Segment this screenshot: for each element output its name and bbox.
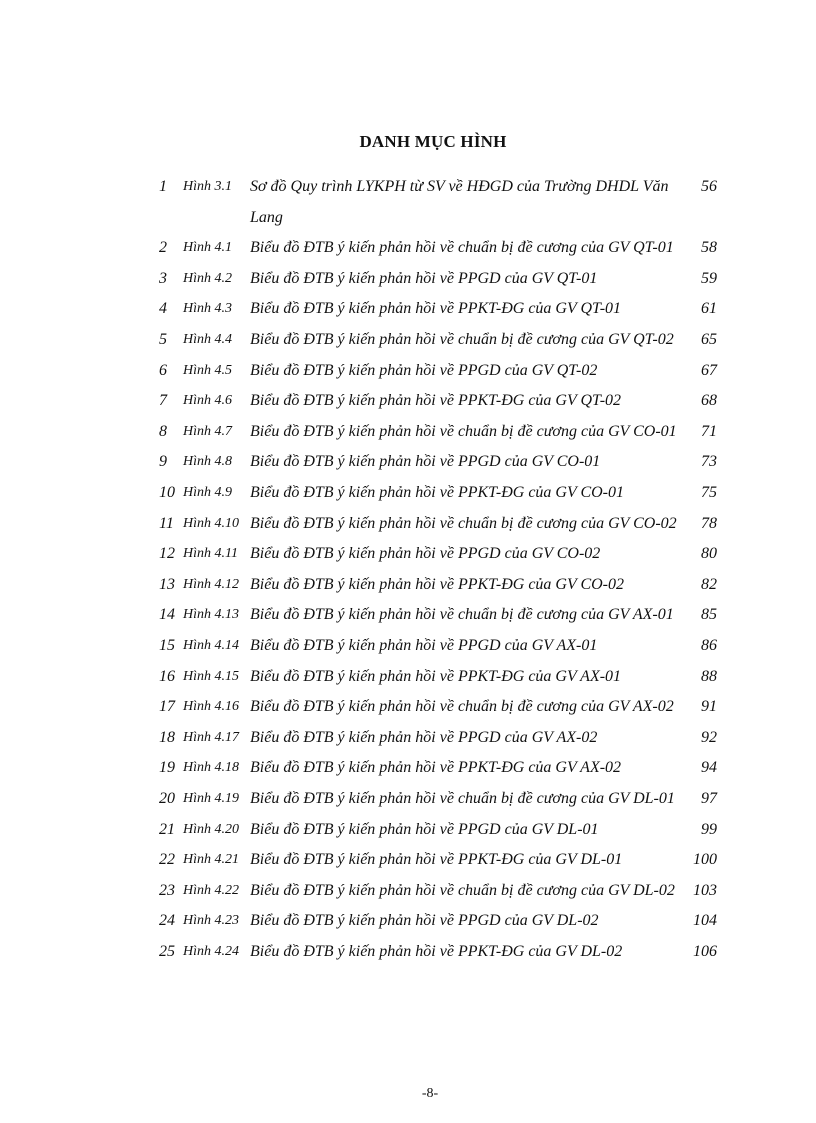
figure-caption: Biểu đồ ĐTB ý kiến phản hồi về PPKT-ĐG của GV QT-01 — [250, 300, 622, 318]
page-number: 75 — [701, 484, 717, 501]
entry-number: 25 — [159, 943, 175, 960]
figure-label: Hình 4.18 — [183, 760, 239, 776]
figure-label: Hình 4.2 — [183, 270, 232, 286]
entry-number: 21 — [159, 820, 175, 838]
figure-caption: Biểu đồ ĐTB ý kiến phản hồi về PPGD của GV DL-02 — [250, 912, 599, 930]
figure-label: Hình 4.17 — [183, 729, 239, 745]
entry-number: 12 — [159, 545, 175, 563]
figure-caption: Biểu đồ ĐTB ý kiến phản hồi về PPKT-ĐG của GV DL-02 — [250, 943, 623, 960]
figure-caption: Biểu đồ ĐTB ý kiến phản hồi về PPGD của GV AX-01 — [250, 637, 598, 654]
figure-caption: Biểu đồ ĐTB ý kiến phản hồi về chuẩn bị đề cương của GV DL-02 — [250, 881, 675, 899]
page-number: 73 — [701, 453, 717, 471]
figure-label: Hình 4.4 — [183, 332, 232, 347]
figure-label: Hình 3.1 — [183, 179, 232, 194]
figure-caption: Biểu đồ ĐTB ý kiến phản hồi về PPKT-ĐG của GV QT-02 — [250, 392, 622, 410]
figure-label: Hình 4.12 — [183, 576, 239, 592]
page-number: 56 — [701, 178, 717, 195]
figure-caption: Biểu đồ ĐTB ý kiến phản hồi về PPKT-ĐG của GV AX-02 — [250, 759, 622, 777]
figure-label: Hình 4.16 — [183, 699, 239, 715]
figure-label: Hình 4.22 — [183, 882, 239, 898]
page-number: 88 — [701, 667, 717, 685]
figure-label: Hình 4.10 — [183, 515, 239, 531]
entry-number: 17 — [159, 698, 175, 716]
page-number: 80 — [701, 545, 717, 563]
entry-number: 24 — [159, 912, 175, 930]
entry-number: 5 — [159, 331, 167, 348]
entry-number: 1 — [159, 178, 167, 195]
figure-caption: Biểu đồ ĐTB ý kiến phản hồi về PPKT-ĐG của GV CO-02 — [250, 575, 625, 593]
figure-caption: Biểu đồ ĐTB ý kiến phản hồi về chuẩn bị đề cương của GV CO-02 — [250, 514, 677, 532]
page-number: 100 — [693, 851, 717, 869]
figure-caption: Biểu đồ ĐTB ý kiến phản hồi về PPGD của GV DL-01 — [250, 820, 599, 838]
entry-number: 15 — [159, 637, 175, 654]
figure-label: Hình 4.14 — [183, 638, 239, 653]
figure-label: Hình 4.5 — [183, 362, 232, 378]
figure-caption: Biểu đồ ĐTB ý kiến phản hồi về PPKT-ĐG của GV CO-01 — [250, 484, 625, 501]
page-number: 92 — [701, 728, 717, 746]
page-number: 78 — [701, 514, 717, 532]
entry-number: 4 — [159, 300, 167, 318]
entry-number: 20 — [159, 790, 175, 807]
page-number: 99 — [701, 820, 717, 838]
figure-label: Hình 4.23 — [183, 913, 239, 929]
figure-label: Hình 4.3 — [183, 301, 232, 317]
figure-caption: Biểu đồ ĐTB ý kiến phản hồi về chuẩn bị đề cương của GV CO-01 — [250, 422, 677, 440]
figure-caption: Biểu đồ ĐTB ý kiến phản hồi về chuẩn bị đề cương của GV AX-01 — [250, 606, 674, 624]
figure-label: Hình 4.9 — [183, 485, 232, 500]
page-number: 104 — [693, 912, 717, 930]
page-number: 97 — [701, 790, 717, 807]
entry-number: 23 — [159, 881, 175, 899]
entry-number: 8 — [159, 422, 167, 440]
entry-number: 19 — [159, 759, 175, 777]
figure-caption: Biểu đồ ĐTB ý kiến phản hồi về PPGD của GV QT-01 — [250, 269, 598, 287]
figure-label: Hình 4.19 — [183, 791, 239, 806]
entry-number: 9 — [159, 453, 167, 471]
entry-number: 22 — [159, 851, 175, 869]
figure-caption: Biểu đồ ĐTB ý kiến phản hồi về chuẩn bị đề cương của GV QT-02 — [250, 331, 674, 348]
page-number: 67 — [701, 361, 717, 379]
page-number: 65 — [701, 331, 717, 348]
figure-caption: Biểu đồ ĐTB ý kiến phản hồi về PPKT-ĐG của GV AX-01 — [250, 667, 622, 685]
figure-caption: Biểu đồ ĐTB ý kiến phản hồi về chuẩn bị đề cương của GV QT-01 — [250, 239, 674, 257]
figure-caption: Biểu đồ ĐTB ý kiến phản hồi về PPGD của GV AX-02 — [250, 728, 598, 746]
page-number: 91 — [701, 698, 717, 716]
figure-label: Hình 4.6 — [183, 393, 232, 409]
entry-number: 18 — [159, 728, 175, 746]
figure-label: Hình 4.21 — [183, 852, 239, 868]
figure-label: Hình 4.24 — [183, 944, 239, 959]
entry-number: 13 — [159, 575, 175, 593]
page-number: 61 — [701, 300, 717, 318]
entry-number: 16 — [159, 667, 175, 685]
entry-number: 10 — [159, 484, 175, 501]
entry-number: 6 — [159, 361, 167, 379]
entry-number: 3 — [159, 269, 167, 287]
entry-number: 2 — [159, 239, 167, 257]
page-number: 85 — [701, 606, 717, 624]
page-number: 106 — [693, 943, 717, 960]
figure-caption: Biểu đồ ĐTB ý kiến phản hồi về PPGD của GV CO-02 — [250, 545, 601, 563]
page-number: 71 — [701, 422, 717, 440]
entry-number: 14 — [159, 606, 175, 624]
figure-caption: Biểu đồ ĐTB ý kiến phản hồi về PPGD của GV CO-01 — [250, 453, 601, 471]
page-footer-number: -8- — [421, 1086, 439, 1101]
entry-number: 7 — [159, 392, 167, 410]
figure-label: Hình 4.13 — [183, 607, 239, 623]
page-number: 68 — [701, 392, 717, 410]
figure-label: Hình 4.1 — [183, 240, 232, 256]
page-number: 103 — [693, 881, 717, 899]
entry-number: 11 — [159, 514, 174, 532]
figure-caption: Biểu đồ ĐTB ý kiến phản hồi về chuẩn bị đề cương của GV DL-01 — [250, 790, 675, 807]
page-number: 86 — [701, 637, 717, 654]
figure-label: Hình 4.8 — [183, 454, 232, 470]
figure-caption: Biểu đồ ĐTB ý kiến phản hồi về chuẩn bị đề cương của GV AX-02 — [250, 698, 674, 716]
figure-caption: Sơ đồ Quy trình LYKPH từ SV về HĐGD của Trường DHDL Văn Lang — [250, 178, 669, 226]
figure-caption: Biểu đồ ĐTB ý kiến phản hồi về PPGD của GV QT-02 — [250, 361, 598, 379]
page-number: 59 — [701, 269, 717, 287]
page-number: 82 — [701, 575, 717, 593]
page-number: 94 — [701, 759, 717, 777]
figure-label: Hình 4.15 — [183, 668, 239, 684]
figure-label: Hình 4.11 — [183, 546, 238, 562]
figure-label: Hình 4.20 — [183, 821, 239, 837]
figure-caption: Biểu đồ ĐTB ý kiến phản hồi về PPKT-ĐG của GV DL-01 — [250, 851, 623, 869]
page-number: 58 — [701, 239, 717, 257]
page-title: DANH MỤC HÌNH — [359, 132, 507, 151]
figure-label: Hình 4.7 — [183, 423, 232, 439]
